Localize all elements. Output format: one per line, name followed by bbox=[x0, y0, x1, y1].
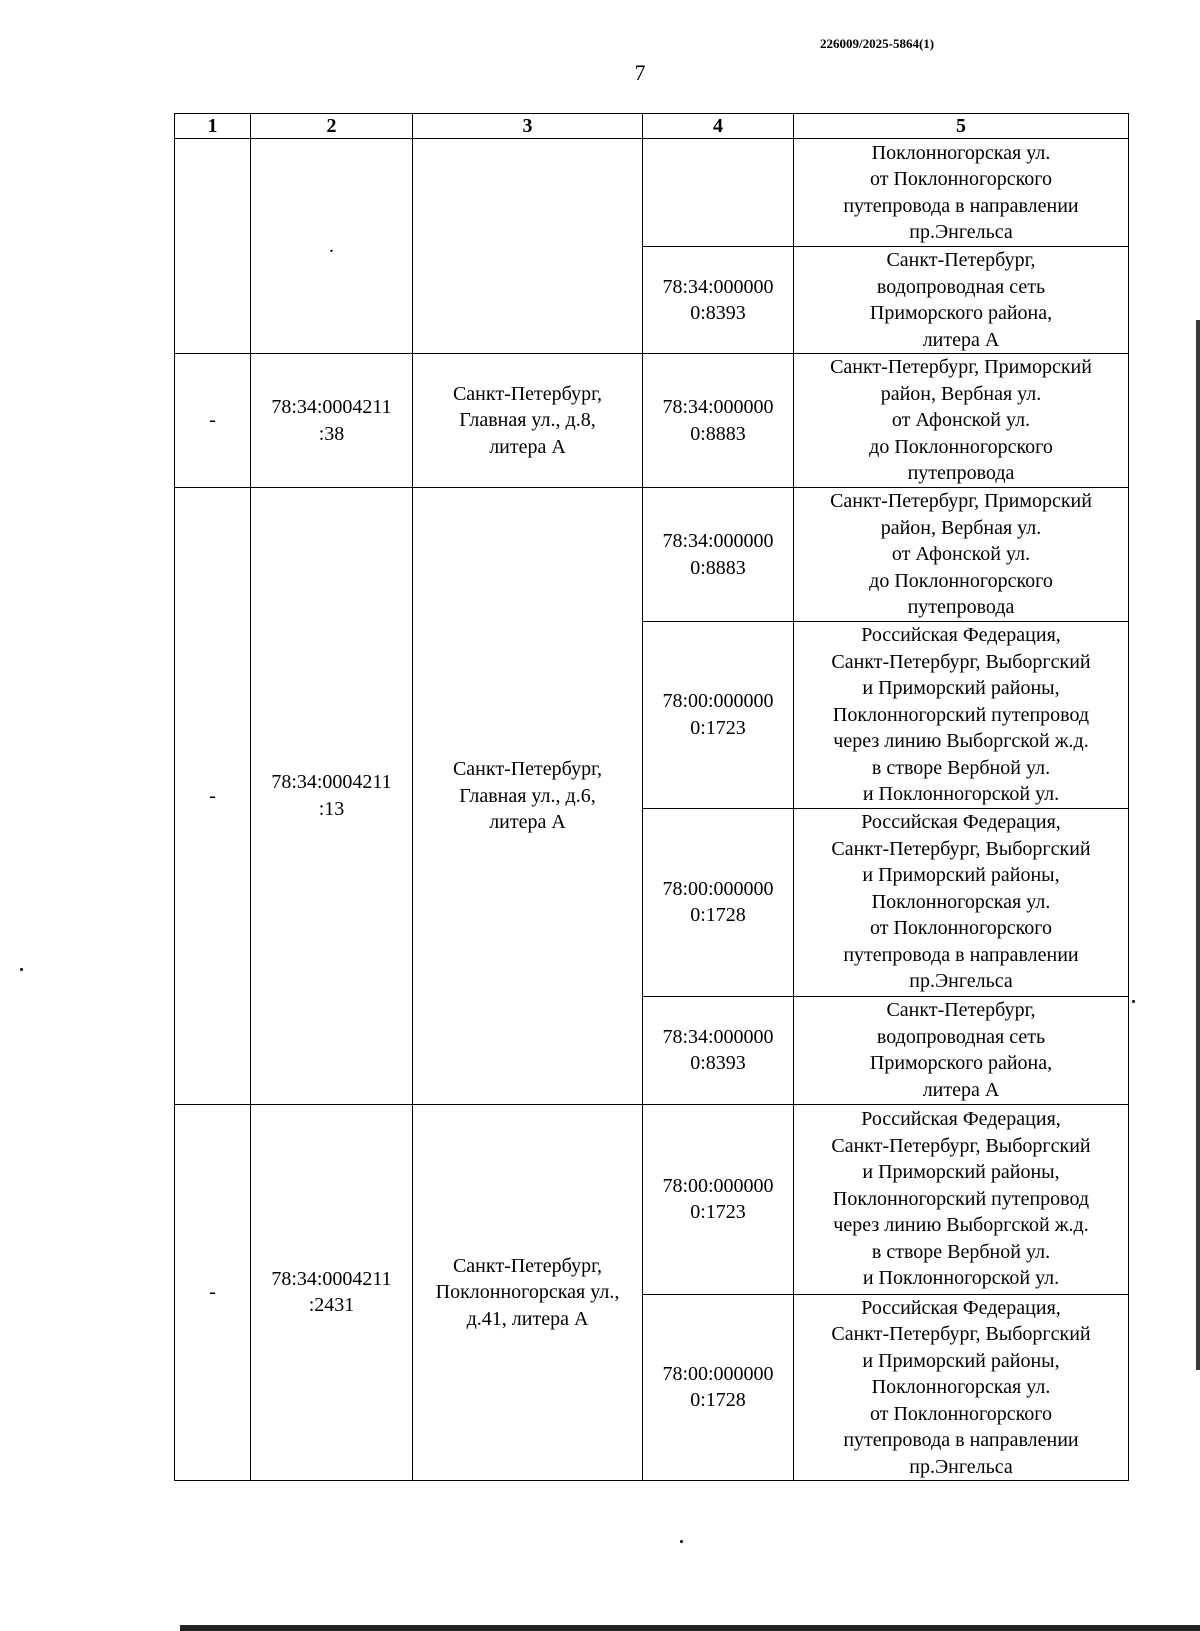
related-number-cell: 78:00:000000 0:1723 bbox=[643, 622, 794, 809]
related-number-cell: 78:00:000000 0:1723 bbox=[643, 1104, 794, 1294]
address-cell: Санкт-Петербург, Главная ул., д.8, литера А bbox=[413, 354, 643, 488]
related-description-cell: Российская Федерация, Санкт-Петербург, Выборгский и Приморский районы, Поклонногорский путепровод через линию Выборгской ж.д. в створе Вербной ул. и Поклонногорской ул. bbox=[794, 622, 1129, 809]
related-description-cell: Санкт-Петербург, водопроводная сеть Приморского района, литера А bbox=[794, 996, 1129, 1104]
related-number-cell: 78:34:000000 0:8883 bbox=[643, 354, 794, 488]
related-number-cell: 78:00:000000 0:1728 bbox=[643, 1294, 794, 1481]
address-cell bbox=[413, 139, 643, 354]
related-description-cell: Российская Федерация, Санкт-Петербург, Выборгский и Приморский районы, Поклонногорская ул. от Поклонногорского путепровода в направлении пр.Энгельса bbox=[794, 808, 1129, 996]
related-number-cell: 78:34:000000 0:8883 bbox=[643, 488, 794, 622]
column-header: 3 bbox=[413, 114, 643, 139]
related-description-cell: Санкт-Петербург, Приморский район, Вербная ул. от Афонской ул. до Поклонногорского путепровода bbox=[794, 488, 1129, 622]
cadastral-number-cell: . bbox=[251, 139, 413, 354]
related-description-cell: Санкт-Петербург, Приморский район, Вербная ул. от Афонской ул. до Поклонногорского путепровода bbox=[794, 354, 1129, 488]
column-header: 5 bbox=[794, 114, 1129, 139]
scan-edge-right bbox=[1196, 320, 1200, 1370]
row-index-cell: - bbox=[175, 354, 251, 488]
address-cell: Санкт-Петербург, Поклонногорская ул., д.41, литера А bbox=[413, 1104, 643, 1481]
related-number-cell bbox=[643, 139, 794, 247]
table-row bbox=[175, 1104, 1129, 1294]
row-index-cell bbox=[175, 139, 251, 354]
row-index-cell: - bbox=[175, 1104, 251, 1481]
table-row bbox=[175, 488, 1129, 622]
related-description-cell: Поклонногорская ул. от Поклонногорского путепровода в направлении пр.Энгельса bbox=[794, 139, 1129, 247]
row-index-cell: - bbox=[175, 488, 251, 1105]
related-description-cell: Российская Федерация, Санкт-Петербург, Выборгский и Приморский районы, Поклонногорский путепровод через линию Выборгской ж.д. в створе Вербной ул. и Поклонногорской ул. bbox=[794, 1104, 1129, 1294]
scan-dot bbox=[680, 1540, 683, 1543]
register-table bbox=[174, 113, 1129, 1481]
document-number: 226009/2025-5864(1) bbox=[820, 36, 935, 51]
scan-dot bbox=[20, 968, 23, 971]
table-row bbox=[175, 354, 1129, 488]
cadastral-number-cell: 78:34:0004211 :2431 bbox=[251, 1104, 413, 1481]
related-description-cell: Российская Федерация, Санкт-Петербург, Выборгский и Приморский районы, Поклонногорская ул. от Поклонногорского путепровода в направлении пр.Энгельса bbox=[794, 1294, 1129, 1481]
scan-dot bbox=[1132, 1000, 1135, 1003]
table-header-row bbox=[175, 114, 1129, 139]
cadastral-number-cell: 78:34:0004211 :38 bbox=[251, 354, 413, 488]
related-description-cell: Санкт-Петербург, водопроводная сеть Приморского района, литера А bbox=[794, 247, 1129, 354]
cadastral-number-cell: 78:34:0004211 :13 bbox=[251, 488, 413, 1105]
related-number-cell: 78:34:000000 0:8393 bbox=[643, 996, 794, 1104]
column-header: 1 bbox=[175, 114, 251, 139]
page-number: 7 bbox=[634, 60, 646, 85]
table-row bbox=[175, 139, 1129, 247]
scan-edge-bottom bbox=[180, 1625, 1200, 1631]
address-cell: Санкт-Петербург, Главная ул., д.6, литера А bbox=[413, 488, 643, 1105]
related-number-cell: 78:00:000000 0:1728 bbox=[643, 808, 794, 996]
column-header: 2 bbox=[251, 114, 413, 139]
column-header: 4 bbox=[643, 114, 794, 139]
related-number-cell: 78:34:000000 0:8393 bbox=[643, 247, 794, 354]
